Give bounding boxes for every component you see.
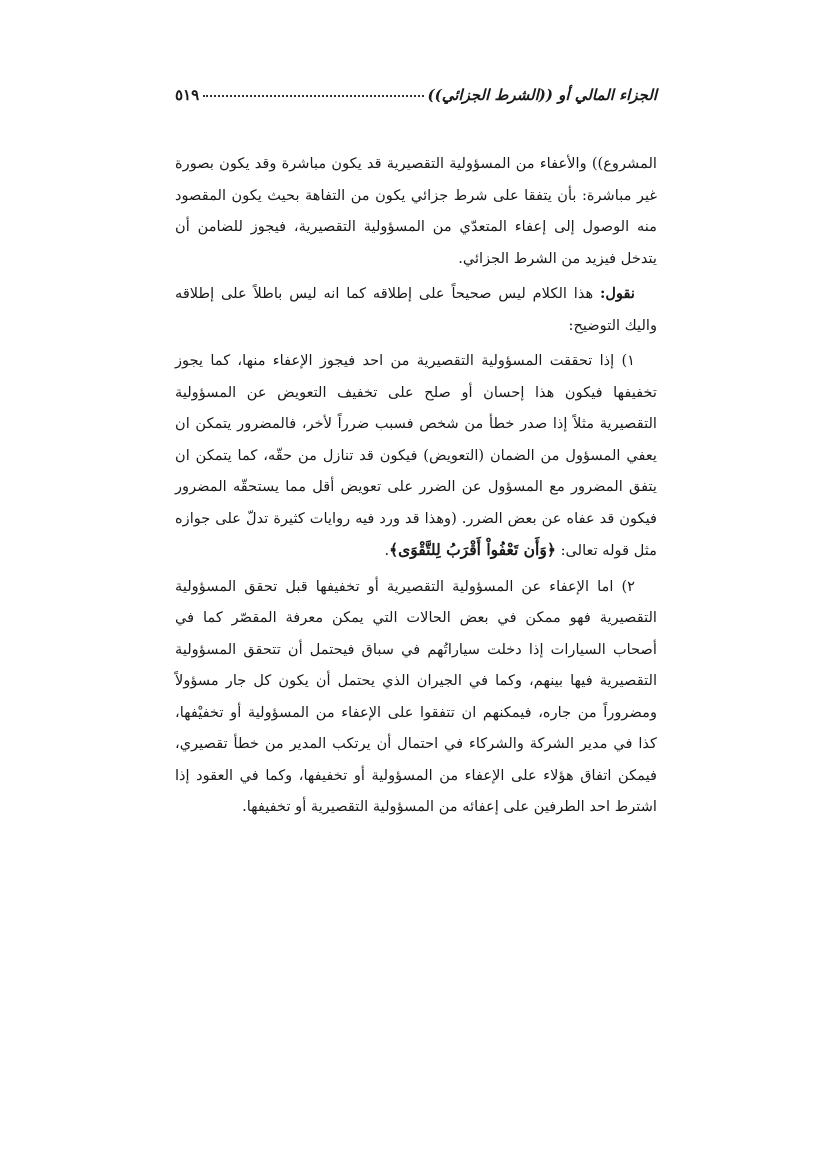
page-number: ٥١٩ <box>175 86 200 104</box>
paragraph-3-text: ١) إذا تحققت المسؤولية التقصيرية من احد فيجوز الإعفاء منها، كما يجوز تخفيفها فيكون هذا إحسان أو صلح على تخفيف التعويض عن المسؤولية التقصيرية مثلاً إذا صدر خطأ من شخص فسبب ضرراً لأخر، فالمضرور يتمكن ان يعفي المسؤول من الضمان (التعويض) فيكون قد تنازل من حقّه، كما يتمكن ان يتفق المضرور مع المسؤول عن الضرر على تعويض أقل مما يستحقّه المضرور فيكون قد عفاه عن بعض الضرر. (وهذا قد ورد فيه روايات كثيرة تدلّ على جوازه مثل قوله تعالى: <box>175 352 657 559</box>
body-text <box>175 148 657 823</box>
quran-verse: ﴿وَأَن تَعْفُواْ أَقْرَبُ لِلتَّقْوَى﴾ <box>389 540 556 559</box>
paragraph-2 <box>175 278 657 341</box>
paragraph-3 <box>175 345 657 567</box>
paragraph-2-text: هذا الكلام ليس صحيحاً على إطلاقه كما انه ليس باطلاً على إطلاقه واليك التوضيح: <box>175 285 657 334</box>
running-title: الجزاء المالي أو ((الشرط الجزائي)) <box>427 86 657 104</box>
dotted-leader <box>203 85 423 97</box>
page-header <box>175 86 657 126</box>
paragraph-1: المشروع)) والأعفاء من المسؤولية التقصيرية قد يكون مباشرة وقد يكون بصورة غير مباشرة: بأن يتفقا على شرط جزائي يكون من التفاهة بحيث يكون المقصود منه الوصول إلى إعفاء المتعدّي من المسؤولية التقصيرية، فيجوز للضامن أن يتدخل فيزيد من الشرط الجزائي. <box>175 155 657 267</box>
document-page <box>175 86 657 827</box>
paragraph-3-end: . <box>384 542 390 559</box>
paragraph-2-lead: نقول: <box>600 285 635 302</box>
paragraph-4: ٢) اما الإعفاء عن المسؤولية التقصيرية أو تخفيفها قبل تحقق المسؤولية التقصيرية فهو ممكن في بعض الحالات التي يمكن معرفة المقصّر كما في أصحاب السيارات إذا دخلت سياراتُهم في سباق فيحتمل أن تتحقق المسؤولية التقصيرية فيها بينهم، وكما في الجيران الذي يحتمل أن يكون كل جار مسؤولاً ومضروراً من جاره، فيمكنهم ان تتفقوا على الإعفاء من المسؤولية أو تخفيْفها، كذا في مدير الشركة والشركاء في احتمال أن يرتكب المدير من خطأ تقصيري، فيمكن اتفاق هؤلاء على الإعفاء من المسؤولية أو تخفيفها، وكما في العقود إذا اشترط احد الطرفين على إعفائه من المسؤولية التقصيرية أو تخفيفها. <box>175 577 657 815</box>
